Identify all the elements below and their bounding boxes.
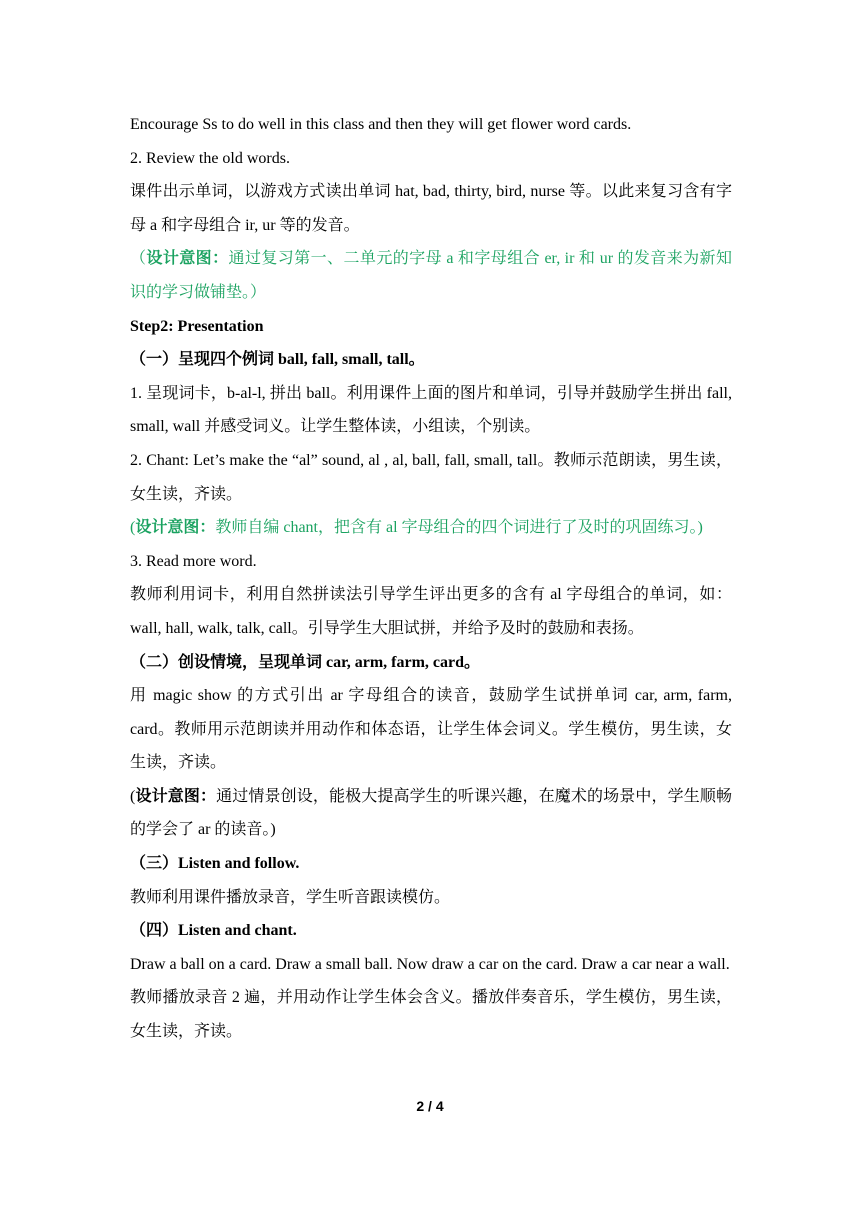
- design-intent-text: 教师自编 chant，把含有 al 字母组合的四个词进行了及时的巩固练习。): [215, 519, 703, 537]
- paragraph-review-method: 课件出示单词，以游戏方式读出单词 hat, bad, thirty, bird, nurse 等。以此来复习含有字母 a 和字母组合 ir, ur 等的发音。: [130, 183, 732, 234]
- section-heading-2: （二）创设情境，呈现单词 car, arm, farm, card。: [130, 653, 481, 671]
- design-intent-text: 通过复习第一、二单元的字母 a 和字母组合 er, ir 和 ur 的发音来为新知识的学习做铺垫。）: [130, 250, 732, 301]
- section-heading-1: （一）呈现四个例词 ball, fall, small, tall。: [130, 351, 425, 369]
- design-intent-review: [130, 242, 732, 309]
- design-intent-magic: [130, 780, 732, 847]
- design-intent-label: 设计意图：: [146, 250, 229, 268]
- design-intent-label: 设计意图：: [135, 787, 217, 805]
- design-intent-text: 通过情景创设，能极大提高学生的听课兴趣，在魔术的场景中，学生顺畅的学会了 ar 的读音。): [130, 787, 732, 839]
- paragraph-listen-follow: 教师利用课件播放录音，学生听音跟读模仿。: [130, 888, 451, 906]
- design-intent-chant: [130, 511, 732, 545]
- paragraph-encourage: Encourage Ss to do well in this class and then they will get flower word cards.: [130, 116, 632, 133]
- design-intent-open-paren: (: [130, 519, 136, 537]
- paragraph-chant: 2. Chant: Let’s make the “al” sound, al , al, ball, fall, small, tall。教师示范朗读，男生读，女生读，齐读。: [130, 451, 732, 503]
- page-number: 2 / 4: [416, 1098, 444, 1114]
- step2-heading: Step2: Presentation: [130, 317, 264, 335]
- paragraph-read-more-word: 3. Read more word.: [130, 552, 257, 570]
- paragraph-phonics: 教师利用词卡，利用自然拼读法引导学生评出更多的含有 al 字母组合的单词，如：wall, hall, walk, talk, call。引导学生大胆试拼，并给予及时的鼓励和表扬。: [130, 586, 732, 637]
- paragraph-play-recording: 教师播放录音 2 遍，并用动作让学生体会含义。播放伴奏音乐，学生模仿，男生读，女生读，齐读。: [130, 989, 732, 1041]
- paragraph-chant-text: Draw a ball on a card. Draw a small ball. Now draw a car on the card. Draw a car near a wall.: [130, 955, 730, 973]
- paragraph-review-old-words: 2. Review the old words.: [130, 149, 290, 167]
- design-intent-label: 设计意图：: [135, 519, 216, 537]
- paragraph-magic-show: 用 magic show 的方式引出 ar 字母组合的读音，鼓励学生试拼单词 car, arm, farm, card。教师用示范朗读并用动作和体态语，让学生体会词义。学生模仿，男生读，女生读，齐读。: [130, 687, 732, 772]
- section-heading-4: （四）Listen and chant.: [130, 922, 297, 940]
- design-intent-open-paren: (: [130, 787, 136, 805]
- paragraph-word-cards: 1. 呈现词卡，b-al-l, 拼出 ball。利用课件上面的图片和单词，引导并鼓励学生拼出 fall, small, wall 并感受词义。让学生整体读，小组读，个别读。: [130, 384, 732, 436]
- section-heading-3: （三）Listen and follow.: [130, 855, 300, 873]
- design-intent-open-paren: （: [130, 250, 147, 268]
- document-body: [130, 108, 732, 1049]
